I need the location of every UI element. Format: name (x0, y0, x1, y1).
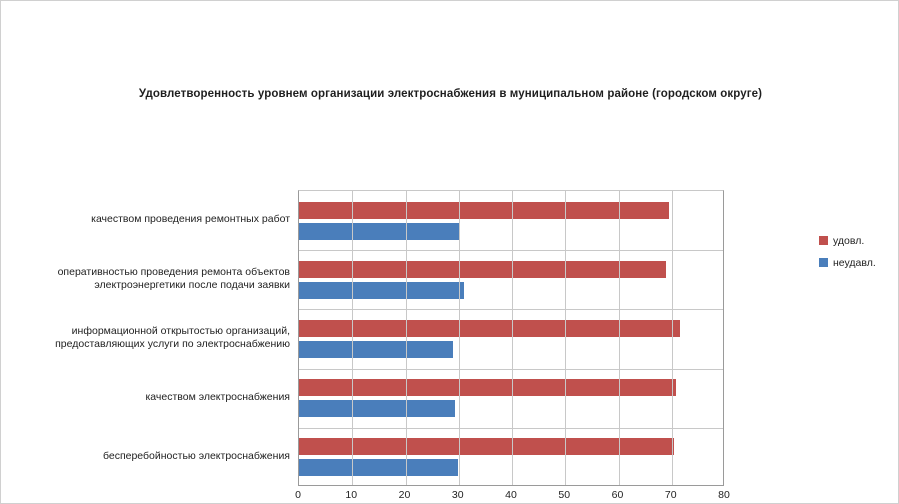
gridline (565, 191, 566, 485)
gridline (352, 191, 353, 485)
bar-neudavl[interactable] (299, 223, 460, 240)
bar-udovl[interactable] (299, 320, 680, 337)
category-label (0, 450, 290, 463)
category-row (299, 428, 723, 487)
category-label-line: электроэнергетики после подачи заявки (94, 278, 290, 291)
bar-neudavl[interactable] (299, 341, 453, 358)
category-row (299, 369, 723, 428)
category-label-line: качеством проведения ремонтных работ (91, 213, 290, 226)
category-row (299, 309, 723, 368)
x-tick-label: 20 (398, 489, 411, 501)
category-row (299, 250, 723, 309)
x-tick-label: 70 (664, 489, 677, 501)
bar-udovl[interactable] (299, 261, 666, 278)
bar-neudavl[interactable] (299, 400, 455, 417)
plot-area (298, 190, 724, 486)
x-tick-label: 0 (295, 489, 301, 501)
bar-neudavl[interactable] (299, 459, 458, 476)
plot-series-layer (299, 191, 723, 485)
category-row (299, 191, 723, 250)
x-tick-label: 50 (558, 489, 571, 501)
category-label-line: оперативностью проведения ремонта объектов (57, 265, 290, 278)
legend-item[interactable] (819, 254, 876, 271)
bar-udovl[interactable] (299, 202, 669, 219)
category-label-line: качеством электроснабжения (145, 390, 290, 403)
chart-legend (819, 232, 876, 276)
x-tick-label: 80 (718, 489, 730, 501)
x-tick-label: 40 (505, 489, 517, 501)
bar-neudavl[interactable] (299, 282, 464, 299)
legend-label: удовл. (833, 234, 865, 247)
gridline (619, 191, 620, 485)
x-tick-label: 60 (611, 489, 624, 501)
x-tick-label: 10 (345, 489, 358, 501)
gridline (459, 191, 460, 485)
gridline (512, 191, 513, 485)
category-label (0, 266, 290, 292)
legend-swatch-icon (819, 258, 828, 267)
category-label-line: бесперебойностью электроснабжения (102, 449, 290, 462)
category-label (0, 213, 290, 226)
gridline (406, 191, 407, 485)
x-tick-label: 30 (451, 489, 464, 501)
category-label (0, 325, 290, 351)
category-label-line: информационной открытостью организаций, (71, 325, 290, 337)
chart-title: Удовлетворенность уровнем организации электроснабжения в муниципальном районе (городском округе) (138, 88, 763, 100)
legend-item[interactable] (819, 232, 876, 249)
category-label-line: предоставляющих услуги по электроснабжению (55, 338, 290, 350)
gridline (672, 191, 673, 485)
category-label (0, 391, 290, 404)
legend-label: неудавл. (833, 256, 876, 269)
legend-swatch-icon (819, 236, 828, 245)
